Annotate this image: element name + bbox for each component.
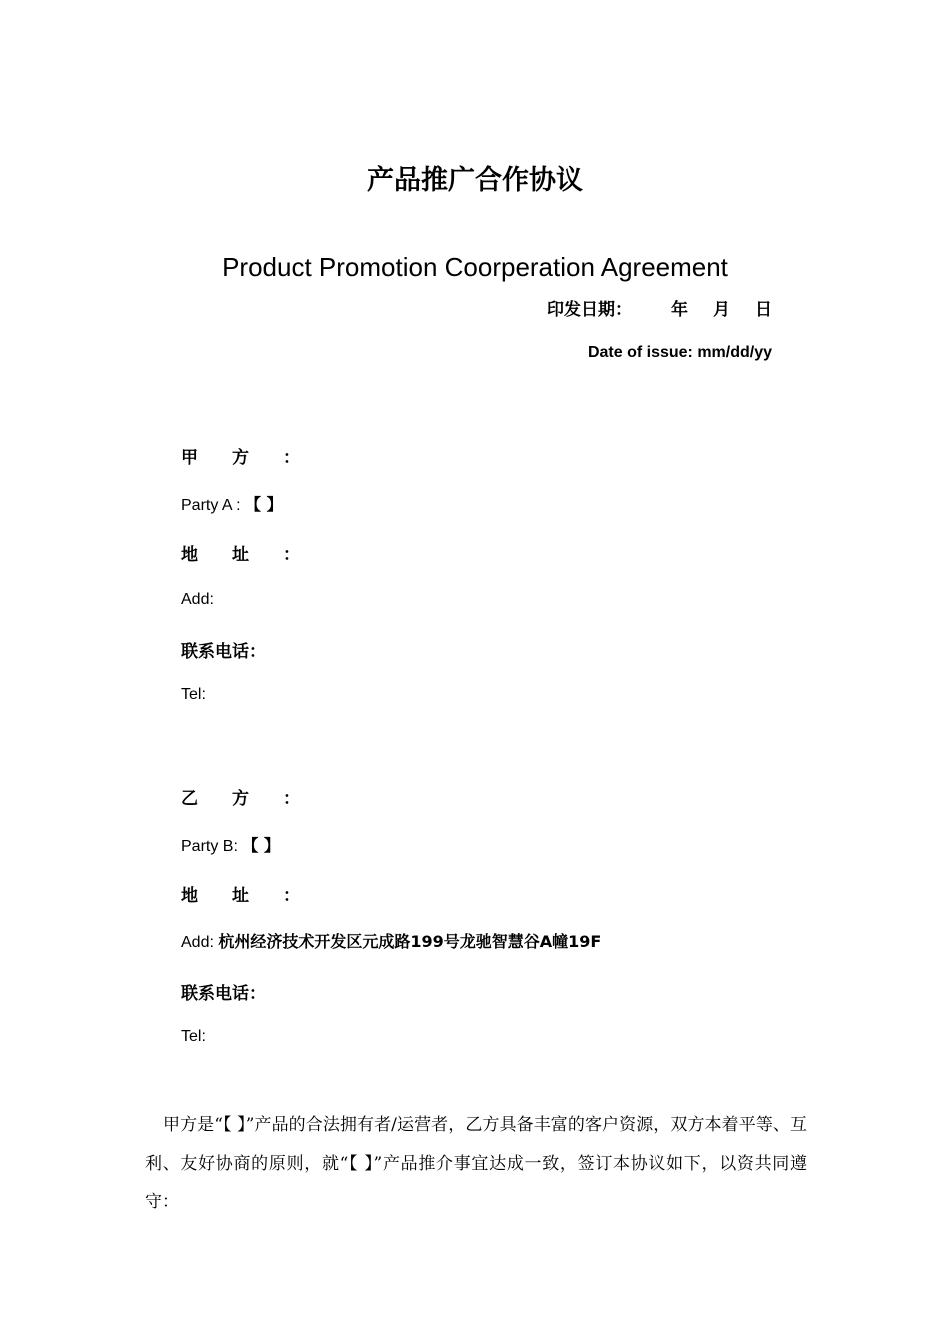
- issue-date-year: 年: [671, 300, 688, 320]
- party-b-address-label-cn: [181, 881, 334, 906]
- document-title-en: Product Promotion Coorperation Agreement: [222, 252, 728, 282]
- party-b-label-text: 乙方：: [181, 789, 334, 809]
- party-b-label-cn: [181, 784, 334, 809]
- party-a-address-label-cn: [181, 540, 334, 565]
- party-b-address-label-en: Add:: [181, 934, 214, 951]
- party-b-name: 【 】: [242, 836, 280, 855]
- party-a-label-cn: [181, 443, 334, 468]
- party-b-tel-label-cn: 联系电话：: [181, 984, 266, 1004]
- agreement-intro-paragraph: 甲方是“【 】”产品的合法拥有者/运营者，乙方具备丰富的客户资源，双方本着平等、互利、友好协商的原则，就“【 】”产品推介事宜达成一致，签订本协议如下，以资共同遵守：: [145, 1115, 807, 1212]
- document-title-cn: 产品推广合作协议: [367, 165, 583, 196]
- party-a-address-label-en: Add:: [181, 591, 214, 608]
- party-b-name-line: [181, 833, 280, 856]
- party-a-label-en: Party A :: [181, 497, 241, 514]
- party-b-address-label-text: 地址：: [181, 886, 334, 906]
- party-b-label-en: Party B:: [181, 838, 238, 855]
- party-b-address-value: 杭州经济技术开发区元成路199号龙驰智慧谷A幢19F: [218, 932, 602, 951]
- party-a-name-line: [181, 492, 283, 515]
- party-a-address-line: [181, 589, 214, 609]
- party-b-address-line: [181, 929, 601, 952]
- party-a-label-text: 甲方：: [181, 448, 334, 468]
- party-a-address-label-text: 地址：: [181, 545, 334, 565]
- issue-date-label: 印发日期：: [547, 300, 632, 320]
- party-b-tel-label-en: Tel:: [181, 1028, 206, 1045]
- issue-date-cn: [547, 295, 772, 320]
- party-a-tel-label-en: Tel:: [181, 686, 206, 703]
- issue-date-day: 日: [755, 300, 772, 320]
- party-a-tel-label-cn: 联系电话：: [181, 642, 266, 662]
- party-a-name: 【 】: [245, 495, 283, 514]
- issue-date-en: Date of issue: mm/dd/yy: [587, 344, 772, 361]
- issue-date-month: 月: [713, 300, 730, 320]
